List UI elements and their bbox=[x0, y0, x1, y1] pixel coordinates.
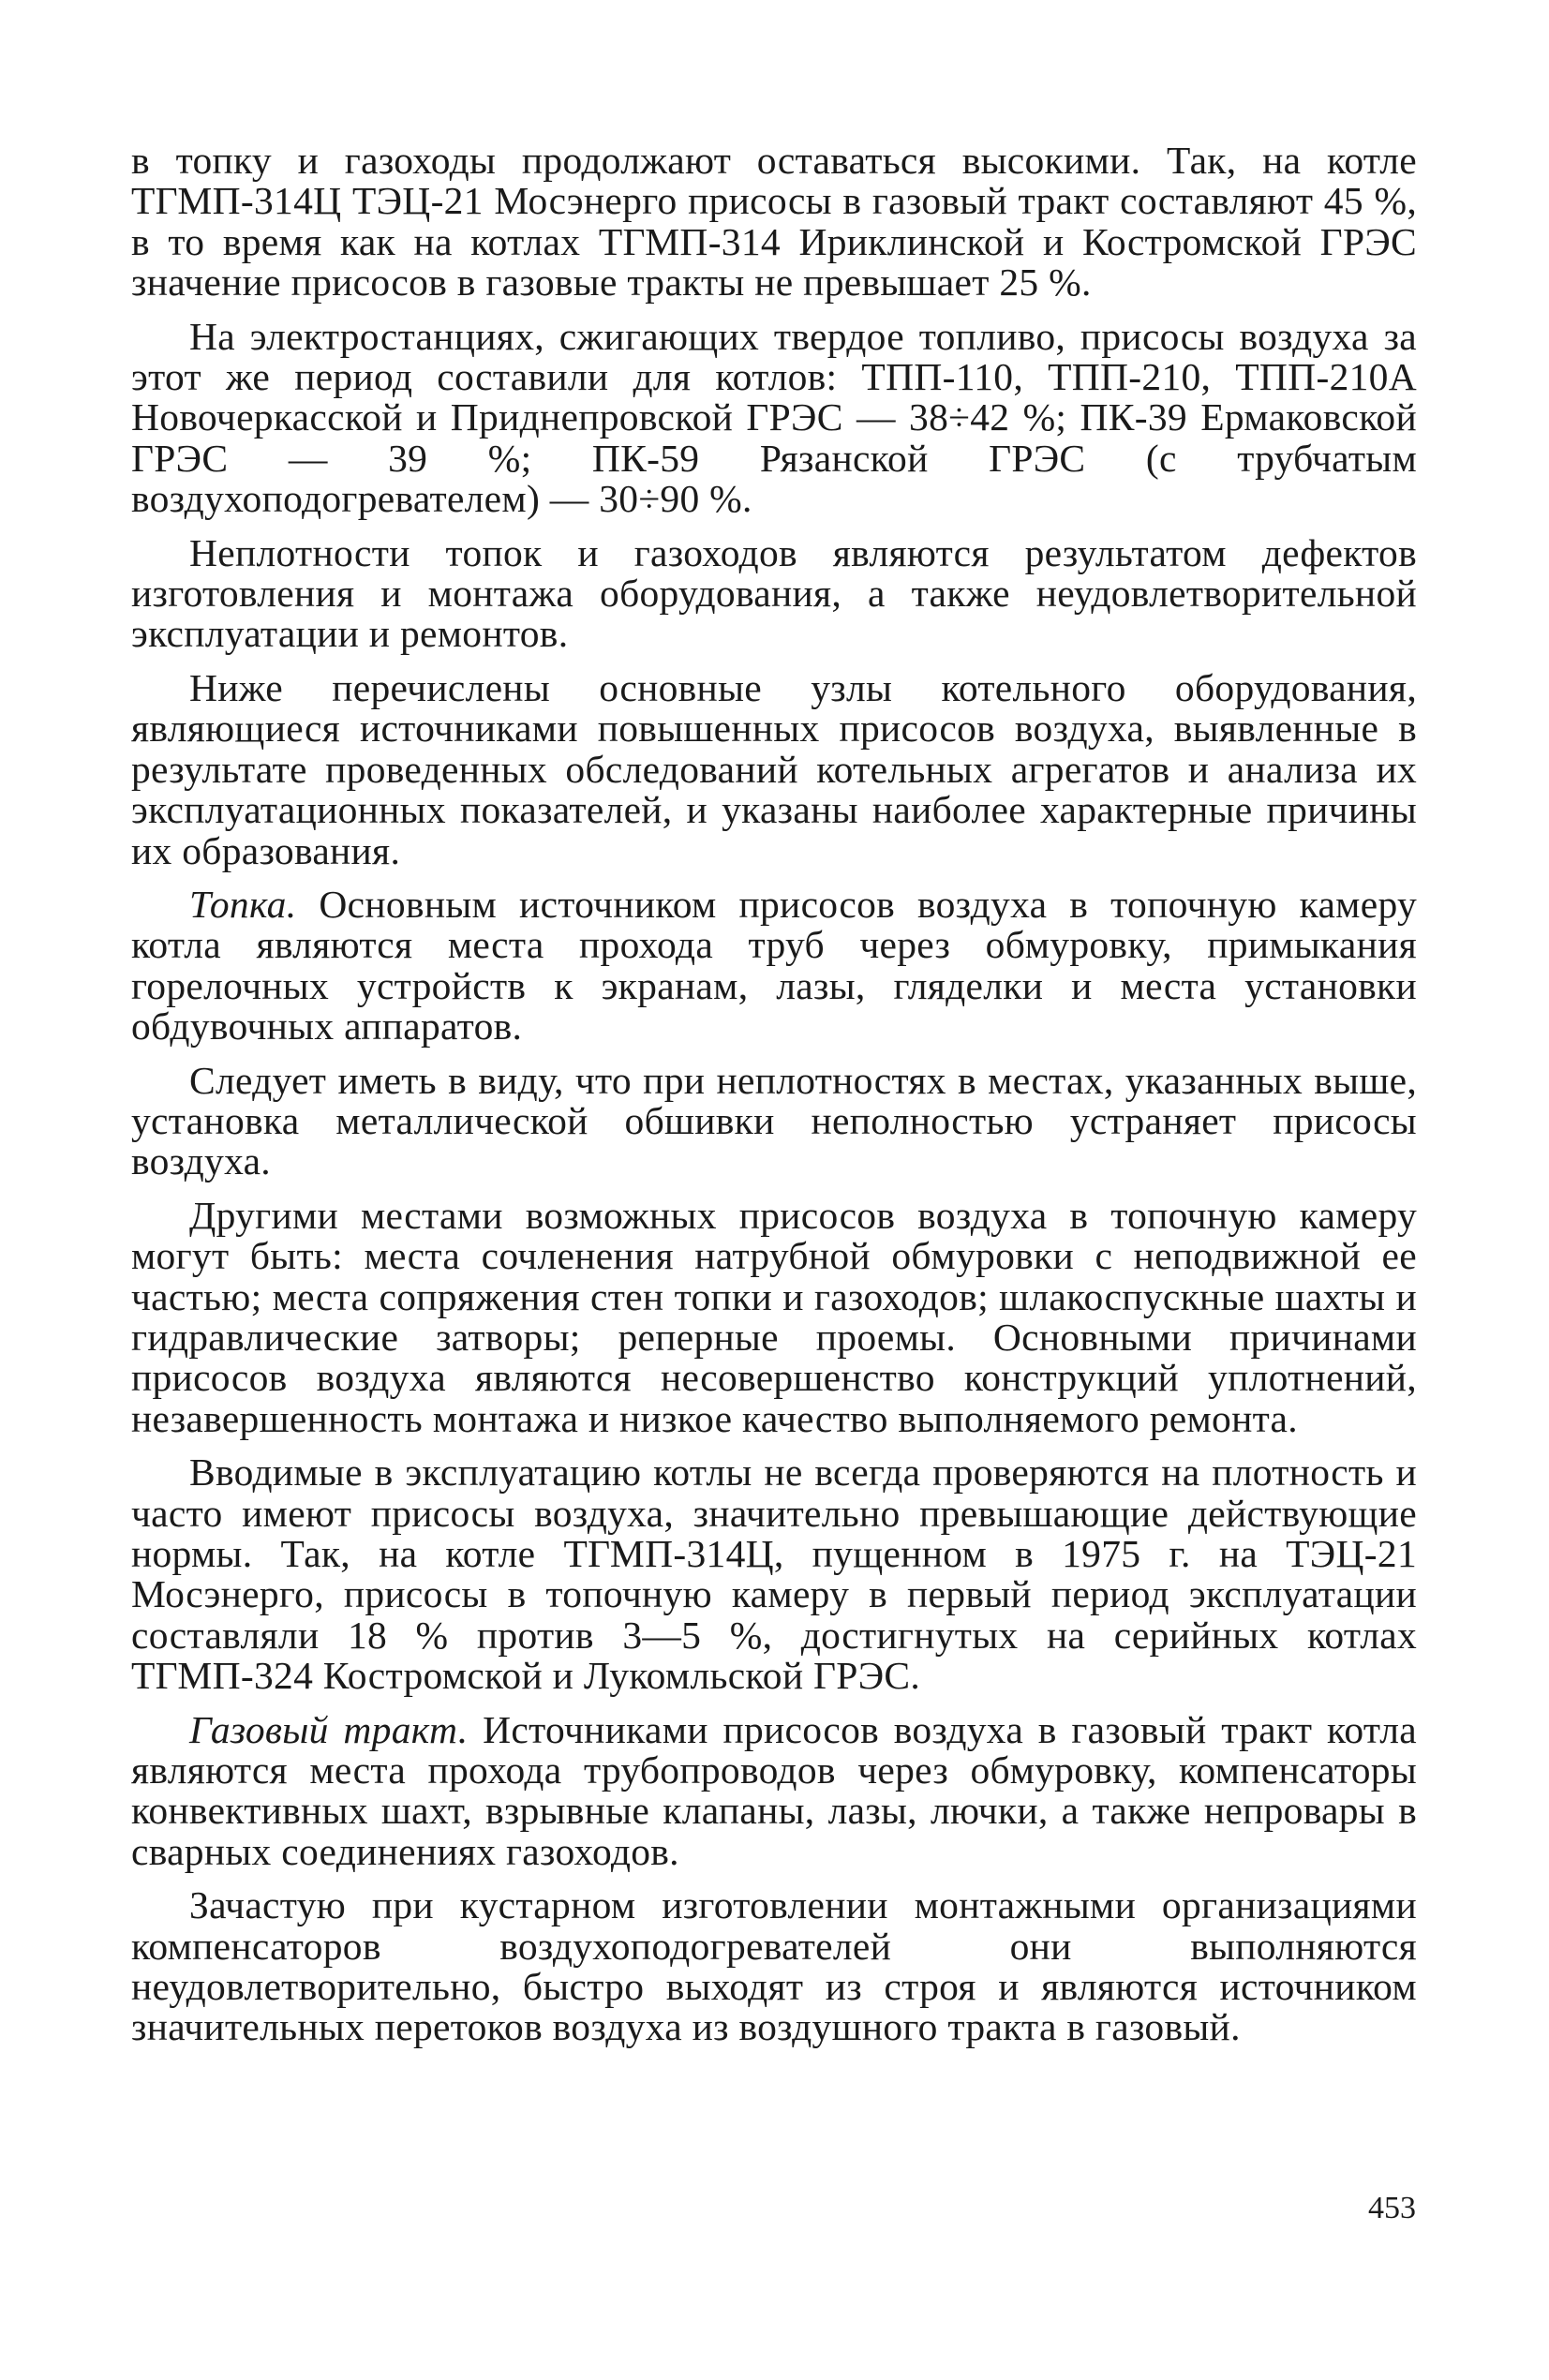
paragraph-9-text: Источниками присосов воздуха в газовый тракт котла являются места прохода трубопроводов через обмуровку, компенсаторы конвективных шахт, взрывные клапаны, лазы, лючки, а также непровары в сварных соединениях газоходов. bbox=[131, 1707, 1417, 1873]
paragraph-8-text: Вводимые в эксплуатацию котлы не всегда проверяются на плотность и часто имеют присосы воздуха, значительно превышающие действующие нормы. Так, на котле ТГМП-314Ц, пущенном в 1975 г. на ТЭЦ-21 Мосэнерго, присосы в топочную камеру в первый период эксплуатации составляли 18 % против 3—5 %, достигнутых на серийных котлах ТГМП-324 Костромской и Лукомльской ГРЭС. bbox=[131, 1450, 1417, 1698]
paragraph-9 bbox=[131, 1707, 1417, 1873]
paragraph-2 bbox=[131, 314, 1417, 521]
paragraph-4 bbox=[131, 665, 1417, 872]
paragraph-6 bbox=[131, 1058, 1417, 1183]
paragraph-2-text: На электростанциях, сжигающих твердое топливо, присосы воздуха за этот же период составили для котлов: ТПП-110, ТПП-210, ТПП-210А Новочеркасской и Приднепровской ГРЭС — 38÷42 %; ПК-39 Ермаковской ГРЭС — 39 %; ПК-59 Рязанской ГРЭС (с трубчатым воздухоподогревателем) — 30÷90 %. bbox=[131, 314, 1417, 521]
paragraph-8 bbox=[131, 1452, 1417, 1696]
page-body bbox=[131, 141, 1417, 2061]
paragraph-5-lead: Топка. bbox=[189, 882, 297, 926]
paragraph-9-lead: Газовый тракт. bbox=[189, 1707, 469, 1751]
paragraph-1-text: в топку и газоходы продолжают оставаться высокими. Так, на котле ТГМП-314Ц ТЭЦ-21 Мосэнерго присосы в газовый тракт составляют 45 %, в то время как на котлах ТГМП-314 Ириклинской и Костромской ГРЭС значение присосов в газовые тракты не превышает 25 %. bbox=[131, 139, 1417, 305]
paragraph-1 bbox=[131, 141, 1417, 304]
paragraph-3-text: Неплотности топок и газоходов являются результатом дефектов изготовления и монтажа оборудования, а также неудовлетворительной эксплуатации и ремонтов. bbox=[131, 530, 1417, 656]
paragraph-4-text: Ниже перечислены основные узлы котельного оборудования, являющиеся источниками повышенных присосов воздуха, выявленные в результате проведенных обследований котельных агрегатов и анализа их эксплуатационных показателей, и указаны наиболее характерные причины их образования. bbox=[131, 665, 1417, 872]
paragraph-5 bbox=[131, 882, 1417, 1049]
paragraph-6-text: Следует иметь в виду, что при неплотностях в местах, указанных выше, установка металлической обшивки неполностью устраняет присосы воздуха. bbox=[131, 1058, 1417, 1183]
paragraph-10 bbox=[131, 1885, 1417, 2048]
paragraph-5-text: Основным источником присосов воздуха в топочную камеру котла являются места прохода труб через обмуровку, примыкания горелочных устройств к экранам, лазы, гляделки и места установки обдувочных аппаратов. bbox=[131, 882, 1417, 1049]
paragraph-3 bbox=[131, 530, 1417, 656]
paragraph-7-text: Другими местами возможных присосов воздуха в топочную камеру могут быть: места сочленения натрубной обмуровки с неподвижной ее частью; места сопряжения стен топки и газоходов; шлакоспускные шахты и гидравлические затворы; реперные проемы. Основными причинами присосов воздуха являются несовершенство конструкций уплотнений, незавершенность монтажа и низкое качество выполняемого ремонта. bbox=[131, 1193, 1417, 1440]
page-number: 453 bbox=[1368, 2191, 1416, 2225]
paragraph-7 bbox=[131, 1193, 1417, 1440]
paragraph-10-text: Зачастую при кустарном изготовлении монтажными организациями компенсаторов воздухоподогревателей они выполняются неудовлетворительно, быстро выходят из строя и являются источником значительных перетоков воздуха из воздушного тракта в газовый. bbox=[131, 1883, 1417, 2049]
